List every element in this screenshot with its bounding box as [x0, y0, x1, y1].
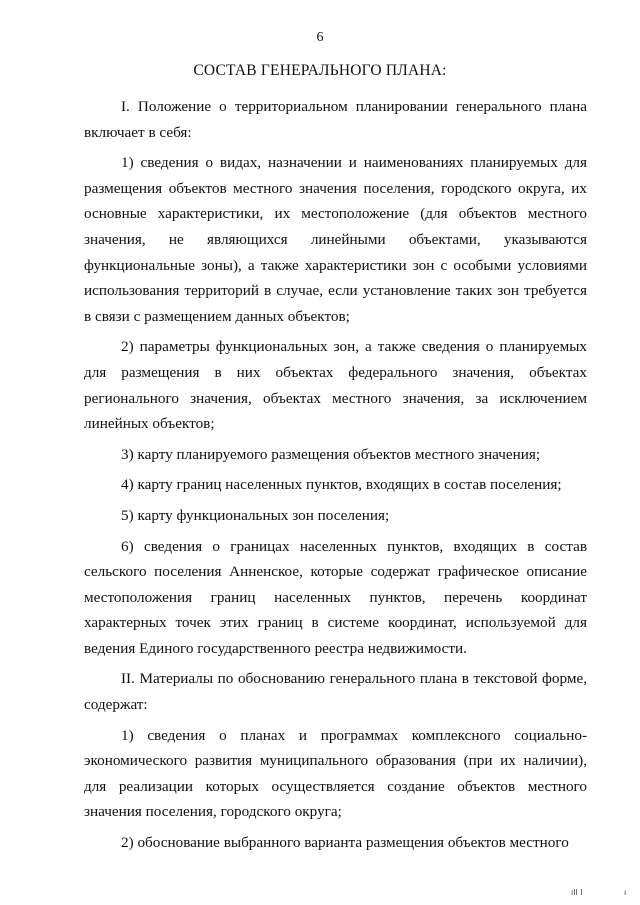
scan-mark: ıll l: [571, 888, 583, 897]
paragraph-item-5: 5) карту функциональных зон поселения;: [121, 506, 390, 524]
page-number: 6: [316, 30, 324, 45]
paragraph-section-2-item-2: 2) обоснование выбранного варианта размещения объектов местного: [121, 834, 569, 852]
paragraph-item-3: 3) карту планируемого размещения объектов местного значения;: [121, 445, 541, 463]
paragraph-item-1: 1) сведения о видах, назначении и наименованиях планируемых для размещения объектов местного значения поселения, городского округа, их основные характеристики, их местоположение (для объектов местного значения, не являющихся линейными объектами, указываются функциональные зоны), а также характеристики зон с особыми условиями использования территорий в случае, если установление таких зон требуется в связи с размещением данных объектов;: [84, 154, 587, 325]
paragraph-item-6: 6) сведения о границах населенных пунктов, входящих в состав сельского поселения Анненское, которые содержат графическое описание местоположения границ населенных пунктов, перечень координат характерных точек этих границ в системе координат, используемой для ведения Единого государственного реестра недвижимости.: [84, 537, 587, 657]
document-body: [84, 94, 587, 856]
scan-mark: ı: [624, 888, 627, 897]
paragraph-section-2-item-1: 1) сведения о планах и программах комплексного социально-экономического развития муниципального образования (при их наличии), для реализации которых осуществляется создание объектов местного значения поселения, городского округа;: [84, 726, 587, 821]
document-title: СОСТАВ ГЕНЕРАЛЬНОГО ПЛАНА:: [193, 62, 447, 79]
paragraph-section-1-intro: I. Положение о территориальном планировании генерального плана включает в себя:: [84, 98, 587, 141]
paragraph-item-2: 2) параметры функциональных зон, а также сведения о планируемых для размещения в них объектах федерального значения, объектах регионального значения, объектах местного значения, за исключением линейных объектов;: [84, 338, 587, 433]
paragraph-section-2-intro: II. Материалы по обоснованию генерального плана в текстовой форме, содержат:: [84, 670, 587, 714]
paragraph-item-4: 4) карту границ населенных пунктов, входящих в состав поселения;: [121, 476, 562, 494]
